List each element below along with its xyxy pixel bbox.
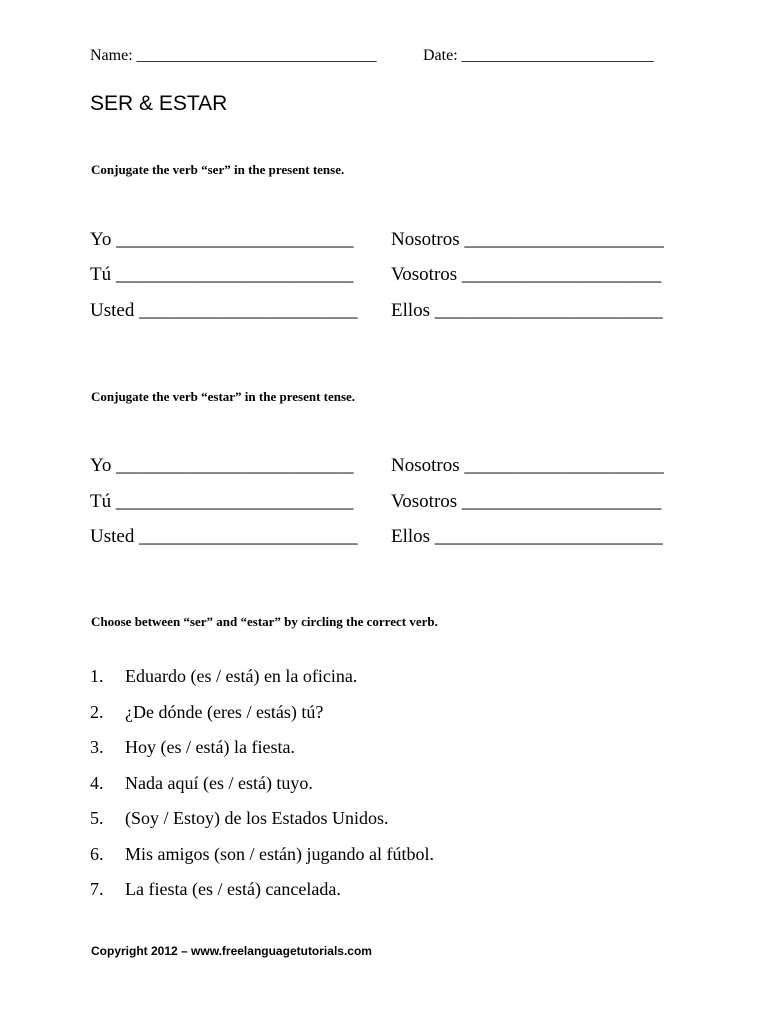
name-field-label: Name: ______________________________ xyxy=(90,47,377,64)
item-number: 7. xyxy=(90,879,104,899)
ser-nosotros-line: Nosotros _____________________ xyxy=(391,229,664,250)
date-field-label: Date: ________________________ xyxy=(423,47,654,64)
item-number: 5. xyxy=(90,808,104,828)
item-text: La fiesta (es / está) cancelada. xyxy=(125,879,341,899)
item-text: Eduardo (es / está) en la oficina. xyxy=(125,666,358,686)
estar-ellos-line: Ellos ________________________ xyxy=(391,526,663,547)
estar-tu-line: Tú _________________________ xyxy=(90,491,354,512)
exercise-item-3 xyxy=(90,737,295,758)
item-text: Nada aquí (es / está) tuyo. xyxy=(125,773,313,793)
item-number: 1. xyxy=(90,666,104,686)
exercise-item-1 xyxy=(90,666,357,687)
exercise-item-5 xyxy=(90,808,389,829)
exercise-item-6 xyxy=(90,844,434,865)
ser-instruction: Conjugate the verb “ser” in the present tense. xyxy=(91,162,345,177)
estar-yo-line: Yo _________________________ xyxy=(90,455,354,476)
ser-tu-line: Tú _________________________ xyxy=(90,264,354,285)
exercise-item-7 xyxy=(90,879,341,900)
page-title: SER & ESTAR xyxy=(90,92,228,115)
item-number: 4. xyxy=(90,773,104,793)
item-number: 6. xyxy=(90,844,104,864)
exercise-item-4 xyxy=(90,773,313,794)
item-number: 3. xyxy=(90,737,104,757)
ser-usted-line: Usted _______________________ xyxy=(90,300,358,321)
estar-vosotros-line: Vosotros _____________________ xyxy=(391,491,662,512)
estar-instruction: Conjugate the verb “estar” in the present tense. xyxy=(91,389,356,404)
item-text: ¿De dónde (eres / estás) tú? xyxy=(125,702,324,722)
choose-instruction: Choose between “ser” and “estar” by circling the correct verb. xyxy=(91,614,438,629)
ser-ellos-line: Ellos ________________________ xyxy=(391,300,663,321)
estar-usted-line: Usted _______________________ xyxy=(90,526,358,547)
item-text: (Soy / Estoy) de los Estados Unidos. xyxy=(125,808,389,828)
item-number: 2. xyxy=(90,702,104,722)
item-text: Hoy (es / está) la fiesta. xyxy=(125,737,295,757)
ser-vosotros-line: Vosotros _____________________ xyxy=(391,264,662,285)
estar-nosotros-line: Nosotros _____________________ xyxy=(391,455,664,476)
item-text: Mis amigos (son / están) jugando al fútbol. xyxy=(125,844,434,864)
exercise-item-2 xyxy=(90,702,323,723)
copyright-footer: Copyright 2012 – www.freelanguagetutorials.com xyxy=(91,944,372,958)
ser-yo-line: Yo _________________________ xyxy=(90,229,354,250)
